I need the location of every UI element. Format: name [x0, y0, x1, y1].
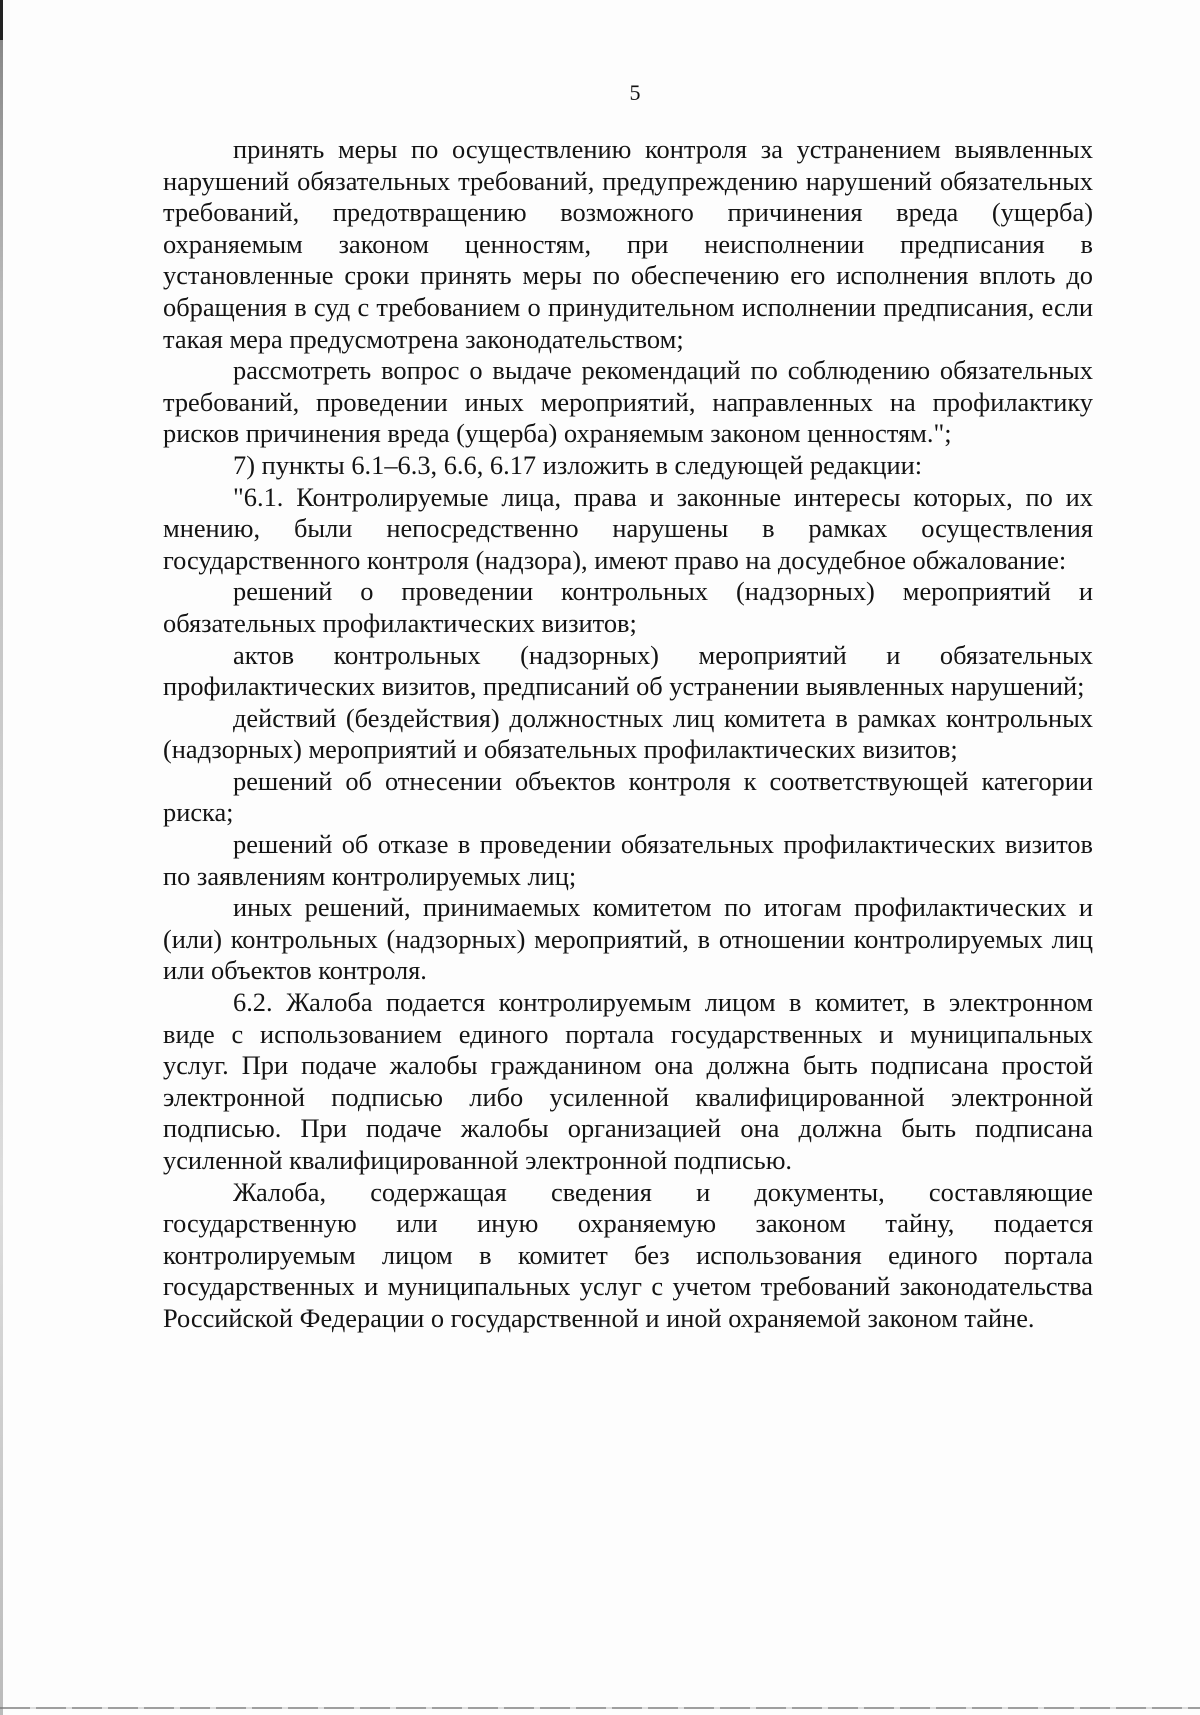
paragraph-4: "6.1. Контролируемые лица, права и законные интересы которых, по их мнению, были непосредственно нарушены в рамках осуществления государственного контроля (надзора), имеют право на досудебное обжалование:: [163, 481, 1093, 575]
paragraph-3: 7) пункты 6.1–6.3, 6.6, 6.17 изложить в следующей редакции:: [233, 449, 923, 480]
scan-left-edge: [0, 0, 3, 1715]
paragraph-1: принять меры по осуществлению контроля за устранением выявленных нарушений обязательных требований, предупреждению нарушений обязательных требований, предотвращению возможного причинения вреда (ущерба) охраняемым законом ценностям, при неисполнении предписания в установленные сроки принять меры по обеспечению его исполнения вплоть до обращения в суд с требованием о принудительном исполнении предписания, если такая мера предусмотрена законодательством;: [163, 134, 1093, 354]
paragraph-6: актов контрольных (надзорных) мероприятий и обязательных профилактических визитов, предписаний об устранении выявленных нарушений;: [163, 639, 1093, 702]
paragraph-2: рассмотреть вопрос о выдаче рекомендаций по соблюдению обязательных требований, проведении иных мероприятий, направленных на профилактику рисков причинения вреда (ущерба) охраняемым законом ценностям.";: [163, 355, 1093, 449]
paragraph-5: решений о проведении контрольных (надзорных) мероприятий и обязательных профилактических визитов;: [163, 576, 1093, 638]
page-number: 5: [629, 80, 641, 105]
paragraph-12: Жалоба, содержащая сведения и документы, составляющие государственную или иную охраняемую законом тайну, подается контролируемым лицом в комитет без использования единого портала государственных и муниципальных услуг с учетом требований законодательства Российской Федерации о государственной и иной охраняемой законом тайне.: [163, 1176, 1093, 1333]
paragraph-10: иных решений, принимаемых комитетом по итогам профилактических и (или) контрольных (надзорных) мероприятий, в отношении контролируемых лиц или объектов контроля.: [163, 892, 1093, 986]
scan-bottom-edge: [0, 1707, 1200, 1709]
document-body: [163, 134, 1093, 1335]
paragraph-11: 6.2. Жалоба подается контролируемым лицом в комитет, в электронном виде с использованием единого портала государственных и муниципальных услуг. При подаче жалобы гражданином она должна быть подписана простой электронной подписью либо усиленной квалифицированной электронной подписью. При подаче жалобы организацией она должна быть подписана усиленной квалифицированной электронной подписью.: [163, 987, 1093, 1175]
paragraph-7: действий (бездействия) должностных лиц комитета в рамках контрольных (надзорных) мероприятий и обязательных профилактических визитов;: [163, 702, 1093, 765]
paragraph-8: решений об отнесении объектов контроля к соответствующей категории риска;: [163, 765, 1093, 828]
paragraph-9: решений об отказе в проведении обязательных профилактических визитов по заявлениям контролируемых лиц;: [163, 829, 1093, 891]
